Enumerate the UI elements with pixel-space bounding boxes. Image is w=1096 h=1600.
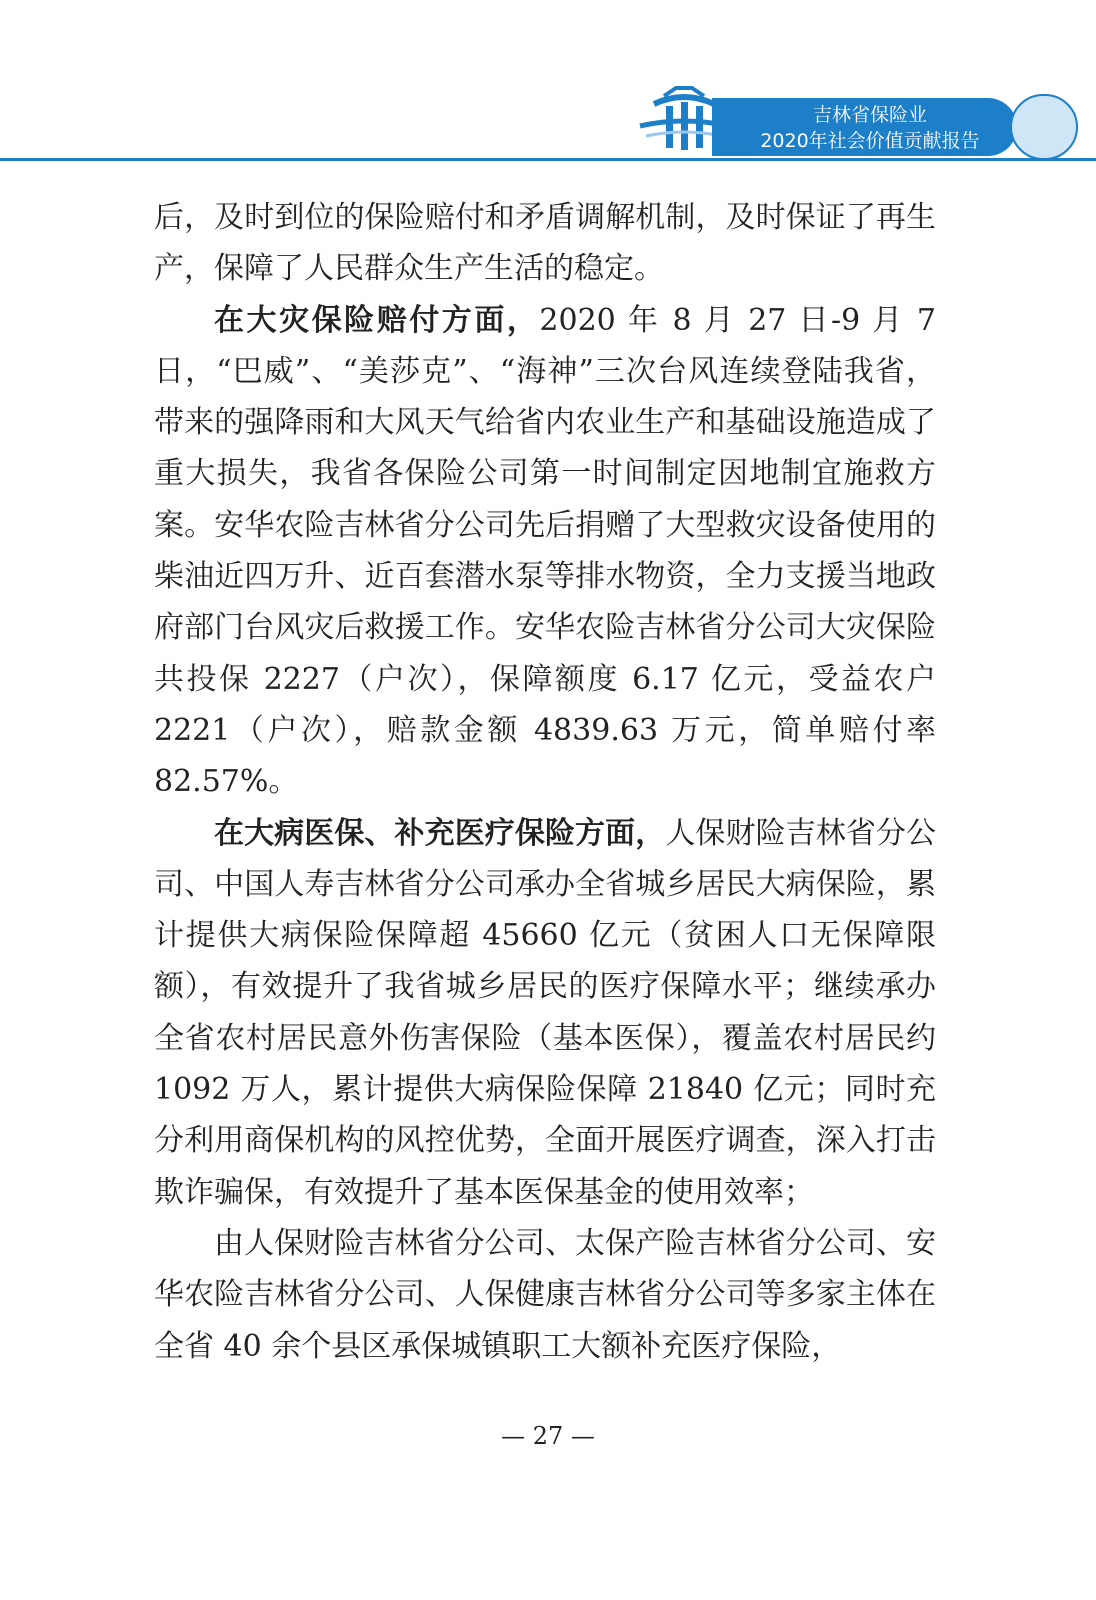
paragraph <box>154 295 936 808</box>
body-text <box>154 192 936 1372</box>
paragraph-text: 由人保财险吉林省分公司、太保产险吉林省分公司、安华农险吉林省分公司、人保健康吉林省分公司等多家主体在全省 40 余个县区承保城镇职工大额补充医疗保险， <box>154 1225 936 1364</box>
paragraph-text: 2020 年 8 月 27 日-9 月 7 日，“巴威”、“美莎克”、“海神”三次台风连续登陆我省，带来的强降雨和大风天气给省内农业生产和基础设施造成了重大损失，我省各保险公司第一时间制定因地制宜施救方案。安华农险吉林省分公司先后捐赠了大型救灾设备使用的柴油近四万升、近百套潜水泵等排水物资，全力支援当地政府部门台风灾后救援工作。安华农险吉林省分公司大灾保险共投保 2227（户次），保障额度 6.17 亿元，受益农户 2221（户次），赔款金额 4839.63 万元，简单赔付率 82.57%。 <box>154 302 937 800</box>
header-title <box>730 102 1010 154</box>
paragraph <box>154 1218 936 1372</box>
header-rule <box>0 158 1096 161</box>
paragraph-text: 后，及时到位的保险赔付和矛盾调解机制，及时保证了再生产，保障了人民群众生产生活的稳定。 <box>154 200 936 287</box>
header-title-line1: 吉林省保险业 <box>812 104 927 126</box>
paragraph-lead: 在大病医保、补充医疗保险方面， <box>214 815 666 851</box>
paragraph-text: 人保财险吉林省分公司、中国人寿吉林省分公司承办全省城乡居民大病保险，累计提供大病保险保障超 45660 亿元（贫困人口无保障限额），有效提升了我省城乡居民的医疗保障水平；继续承办全省农村居民意外伤害保险（基本医保），覆盖农村居民约 1092 万人，累计提供大病保险保障 21840 亿元；同时充分利用商保机构的风控优势，全面开展医疗调查，深入打击欺诈骗保，有效提升了基本医保基金的使用效率； <box>154 815 937 1210</box>
paragraph <box>154 192 936 295</box>
header-banner-cap <box>1010 94 1078 160</box>
paragraph <box>154 808 936 1218</box>
paragraph-lead: 在大灾保险赔付方面， <box>214 302 540 338</box>
page-number: — 27 — <box>501 1422 595 1450</box>
page-header <box>0 86 1096 166</box>
header-title-line2: 2020年社会价值贡献报告 <box>760 130 980 152</box>
